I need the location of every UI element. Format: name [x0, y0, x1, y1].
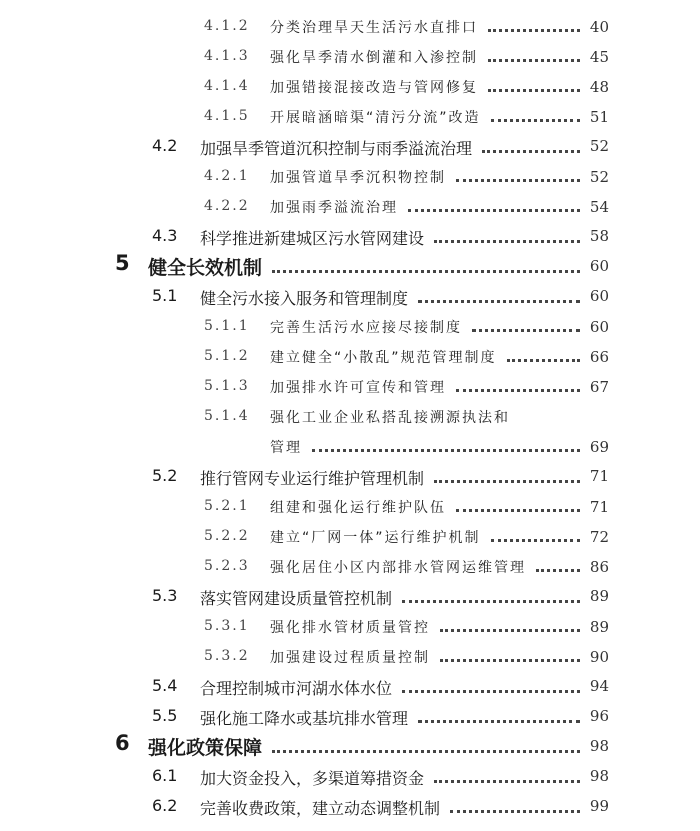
toc-entry-number: 4.1.3: [204, 48, 250, 64]
toc-entry[interactable]: [0, 343, 700, 373]
toc-entry-page-number: 60: [589, 318, 609, 336]
dot-leader: [536, 569, 580, 572]
dot-leader: [491, 539, 580, 542]
toc-entry-number: 4.1.2: [204, 18, 250, 34]
toc-entry-title: 健全污水接入服务和管理制度: [200, 289, 409, 308]
toc-entry[interactable]: [0, 763, 700, 793]
toc-entry[interactable]: [0, 613, 700, 643]
toc-entry-number: 5.1: [152, 286, 178, 305]
toc-entry-number: 6: [115, 731, 130, 755]
dot-leader: [434, 780, 580, 783]
toc-entry[interactable]: [0, 73, 700, 103]
toc-entry[interactable]: [0, 793, 700, 823]
toc-entry[interactable]: [0, 463, 700, 493]
toc-entry-page-number: 99: [589, 797, 609, 815]
toc-entry[interactable]: [0, 403, 700, 433]
toc-entry-page-number: 60: [589, 287, 609, 305]
toc-entry-number: 4.1.4: [204, 78, 250, 94]
toc-entry[interactable]: [0, 703, 700, 733]
toc-entry[interactable]: [0, 673, 700, 703]
toc-entry-title: 健全长效机制: [148, 257, 263, 279]
dot-leader: [507, 359, 580, 362]
toc-entry-number: 5.4: [152, 676, 178, 695]
toc-entry-number: 5.2.2: [204, 528, 250, 544]
toc-entry-number: 5.2.1: [204, 498, 250, 514]
toc-entry-page-number: 71: [589, 467, 609, 485]
toc-entry-title: 管理: [270, 440, 302, 456]
toc-entry-page-number: 72: [589, 528, 609, 546]
toc-entry[interactable]: [0, 553, 700, 583]
toc-entry-page-number: 52: [589, 168, 609, 186]
dot-leader: [456, 509, 580, 512]
toc-entry[interactable]: [0, 253, 700, 283]
dot-leader: [472, 329, 580, 332]
toc-entry-title: 完善收费政策，建立动态调整机制: [200, 799, 441, 818]
toc-entry[interactable]: [0, 103, 700, 133]
toc-entry-number: 5.1.4: [204, 408, 250, 424]
dot-leader: [450, 810, 580, 813]
toc-entry-page-number: 86: [589, 558, 609, 576]
toc-entry-number: 5.5: [152, 706, 178, 725]
toc-entry-title: 强化政策保障: [148, 737, 263, 759]
toc-entry-title: 加强建设过程质量控制: [270, 650, 430, 666]
toc-entry-title: 加强管道旱季沉积物控制: [270, 170, 446, 186]
toc-entry-title: 建立“厂网一体”运行维护机制: [270, 530, 481, 546]
toc-entry[interactable]: [0, 283, 700, 313]
toc-entry-page-number: 67: [589, 378, 609, 396]
toc-entry-number: 4.2.1: [204, 168, 250, 184]
toc-entry-page-number: 98: [589, 767, 609, 785]
toc-entry-page-number: 60: [589, 257, 609, 275]
toc-entry-page-number: 51: [589, 108, 609, 126]
toc-entry-number: 6.1: [152, 766, 178, 785]
toc-entry-page-number: 48: [589, 78, 609, 96]
toc-entry-page-number: 45: [589, 48, 609, 66]
dot-leader: [418, 720, 580, 723]
dot-leader: [491, 119, 580, 122]
toc-entry[interactable]: [0, 643, 700, 673]
toc-entry[interactable]: [0, 493, 700, 523]
toc-entry-page-number: 71: [589, 498, 609, 516]
toc-entry-number: 5.3: [152, 586, 178, 605]
dot-leader: [402, 690, 580, 693]
toc-entry-page-number: 90: [589, 648, 609, 666]
toc-entry-number: 5.2: [152, 466, 178, 485]
toc-entry-page-number: 69: [589, 438, 609, 456]
toc-entry-page-number: 96: [589, 707, 609, 725]
toc-entry-title: 合理控制城市河湖水体水位: [200, 679, 393, 698]
toc-entry-page-number: 89: [589, 618, 609, 636]
dot-leader: [402, 600, 580, 603]
dot-leader: [312, 449, 580, 452]
toc-entry-number: 5.1.2: [204, 348, 250, 364]
toc-entry-title: 加强雨季溢流治理: [270, 200, 398, 216]
toc-entry-page-number: 58: [589, 227, 609, 245]
toc-entry-page-number: 52: [589, 137, 609, 155]
dot-leader: [440, 629, 580, 632]
toc-entry-title: 强化排水管材质量管控: [270, 620, 430, 636]
toc-entry[interactable]: [0, 583, 700, 613]
toc-entry-title: 加强旱季管道沉积控制与雨季溢流治理: [200, 139, 473, 158]
toc-entry-title: 组建和强化运行维护队伍: [270, 500, 446, 516]
toc-entry-title: 强化旱季清水倒灌和入渗控制: [270, 50, 478, 66]
toc-entry[interactable]: [0, 433, 700, 463]
toc-entry-title: 加大资金投入，多渠道筹措资金: [200, 769, 425, 788]
toc-entry[interactable]: [0, 523, 700, 553]
toc-entry-title: 科学推进新建城区污水管网建设: [200, 229, 425, 248]
toc-entry-title: 强化居住小区内部排水管网运维管理: [270, 560, 526, 576]
toc-entry-title: 建立健全“小散乱”规范管理制度: [270, 350, 497, 366]
toc-entry[interactable]: [0, 13, 700, 43]
dot-leader: [488, 29, 580, 32]
dot-leader: [434, 480, 580, 483]
toc-entry-title: 落实管网建设质量管控机制: [200, 589, 393, 608]
toc-entry[interactable]: [0, 43, 700, 73]
toc-entry-title: 强化施工降水或基坑排水管理: [200, 709, 409, 728]
toc-entry-page-number: 98: [589, 737, 609, 755]
toc-entry-title: 加强排水许可宣传和管理: [270, 380, 446, 396]
toc-entry-title: 强化工业企业私搭乱接溯源执法和: [270, 410, 510, 426]
toc-entry[interactable]: [0, 373, 700, 403]
toc-entry[interactable]: [0, 733, 700, 763]
toc-entry-number: 4.3: [152, 226, 178, 245]
toc-entry-page-number: 89: [589, 587, 609, 605]
toc-entry-number: 5.3.2: [204, 648, 250, 664]
dot-leader: [434, 240, 580, 243]
toc-entry-number: 5: [115, 251, 130, 275]
toc-entry-page-number: 54: [589, 198, 609, 216]
toc-entry-page-number: 94: [589, 677, 609, 695]
dot-leader: [456, 179, 580, 182]
toc-entry-page-number: 66: [589, 348, 609, 366]
toc-entry-number: 5.3.1: [204, 618, 250, 634]
toc-entry-number: 6.2: [152, 796, 178, 815]
toc-entry-title: 加强错接混接改造与管网修复: [270, 80, 478, 96]
dot-leader: [272, 270, 580, 273]
toc-entry[interactable]: [0, 193, 700, 223]
toc-entry-number: 4.2: [152, 136, 178, 155]
dot-leader: [408, 209, 580, 212]
dot-leader: [418, 300, 580, 303]
dot-leader: [482, 150, 580, 153]
dot-leader: [488, 89, 580, 92]
dot-leader: [456, 389, 580, 392]
toc-entry-title: 分类治理旱天生活污水直排口: [270, 20, 478, 36]
toc-entry[interactable]: [0, 313, 700, 343]
toc-entry-number: 5.2.3: [204, 558, 250, 574]
toc-entry[interactable]: [0, 133, 700, 163]
toc-entry-number: 5.1.3: [204, 378, 250, 394]
toc-entry[interactable]: [0, 163, 700, 193]
toc-entry[interactable]: [0, 223, 700, 253]
toc-entry-page-number: 40: [589, 18, 609, 36]
dot-leader: [272, 750, 580, 753]
toc-entry-title: 推行管网专业运行维护管理机制: [200, 469, 425, 488]
toc-entry-number: 5.1.1: [204, 318, 250, 334]
toc-entry-title: 完善生活污水应接尽接制度: [270, 320, 462, 336]
dot-leader: [488, 59, 580, 62]
toc-entry-number: 4.1.5: [204, 108, 250, 124]
toc-entry-number: 4.2.2: [204, 198, 250, 214]
dot-leader: [440, 659, 580, 662]
toc-entry-title: 开展暗涵暗渠“清污分流”改造: [270, 110, 481, 126]
